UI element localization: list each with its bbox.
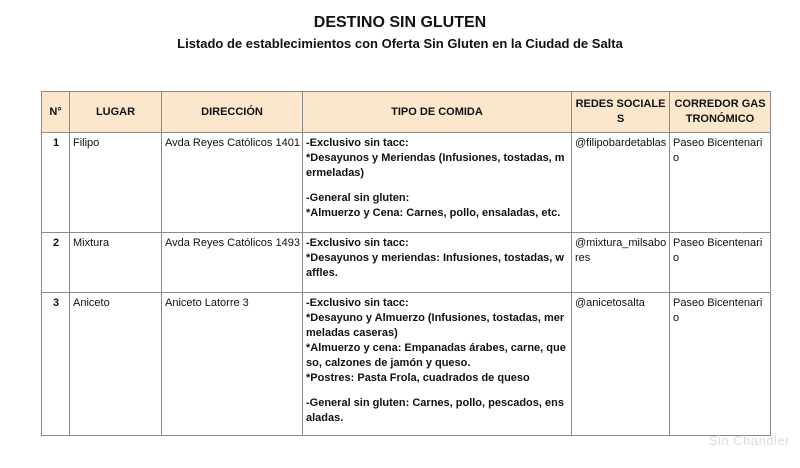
tipo-line: -General sin gluten: Carnes, pollo, pescados, ensaladas. [306,397,564,424]
tipo-line: -General sin gluten: [306,192,410,204]
row-redes: @anicetosalta [572,293,670,436]
row-direccion: Avda Reyes Católicos 1401 [162,133,303,233]
tipo-line: -Exclusivo sin tacc: [306,137,409,149]
header-corredor: CORREDOR GASTRONÓMICO [670,92,771,133]
row-tipo [303,133,572,233]
header-num: N° [42,92,70,133]
tipo-line: *Almuerzo y cena: Empanadas árabes, carne, queso, calzones de jamón y queso. [306,342,566,369]
row-tipo [303,233,572,293]
header-direccion: DIRECCIÓN [162,92,303,133]
tipo-line: *Almuerzo y Cena: Carnes, pollo, ensaladas, etc. [306,207,561,219]
row-redes: @filipobardetablas [572,133,670,233]
row-direccion: Avda Reyes Católicos 1493 [162,233,303,293]
row-tipo [303,293,572,436]
table-row [42,133,771,233]
table-row [42,293,771,436]
document-subtitle: Listado de establecimientos con Oferta Sin Gluten en la Ciudad de Salta [177,36,623,51]
row-num: 2 [42,233,70,293]
row-corredor: Paseo Bicentenario [670,133,771,233]
tipo-line: *Desayunos y Meriendas (Infusiones, tostadas, mermeladas) [306,152,565,179]
tipo-line: *Desayunos y meriendas: Infusiones, tostadas, waffles. [306,252,564,279]
watermark: Sin Chandler [708,433,790,448]
table-row [42,233,771,293]
tipo-line: *Postres: Pasta Frola, cuadrados de queso [306,372,530,384]
establishments-table [41,91,771,436]
row-direccion: Aniceto Latorre 3 [162,293,303,436]
tipo-line: -Exclusivo sin tacc: [306,297,409,309]
row-lugar: Filipo [70,133,162,233]
row-corredor: Paseo Bicentenario [670,293,771,436]
row-num: 3 [42,293,70,436]
table-header-row [42,92,771,133]
document-title: DESTINO SIN GLUTEN [313,14,487,31]
tipo-line: -Exclusivo sin tacc: [306,237,409,249]
row-corredor: Paseo Bicentenario [670,233,771,293]
tipo-line: *Desayuno y Almuerzo (Infusiones, tostadas, mermeladas caseras) [306,312,565,339]
row-num: 1 [42,133,70,233]
header-redes: REDES SOCIALES [572,92,670,133]
row-redes: @mixtura_milsabores [572,233,670,293]
row-lugar: Mixtura [70,233,162,293]
row-lugar: Aniceto [70,293,162,436]
header-lugar: LUGAR [70,92,162,133]
header-tipo: TIPO DE COMIDA [303,92,572,133]
